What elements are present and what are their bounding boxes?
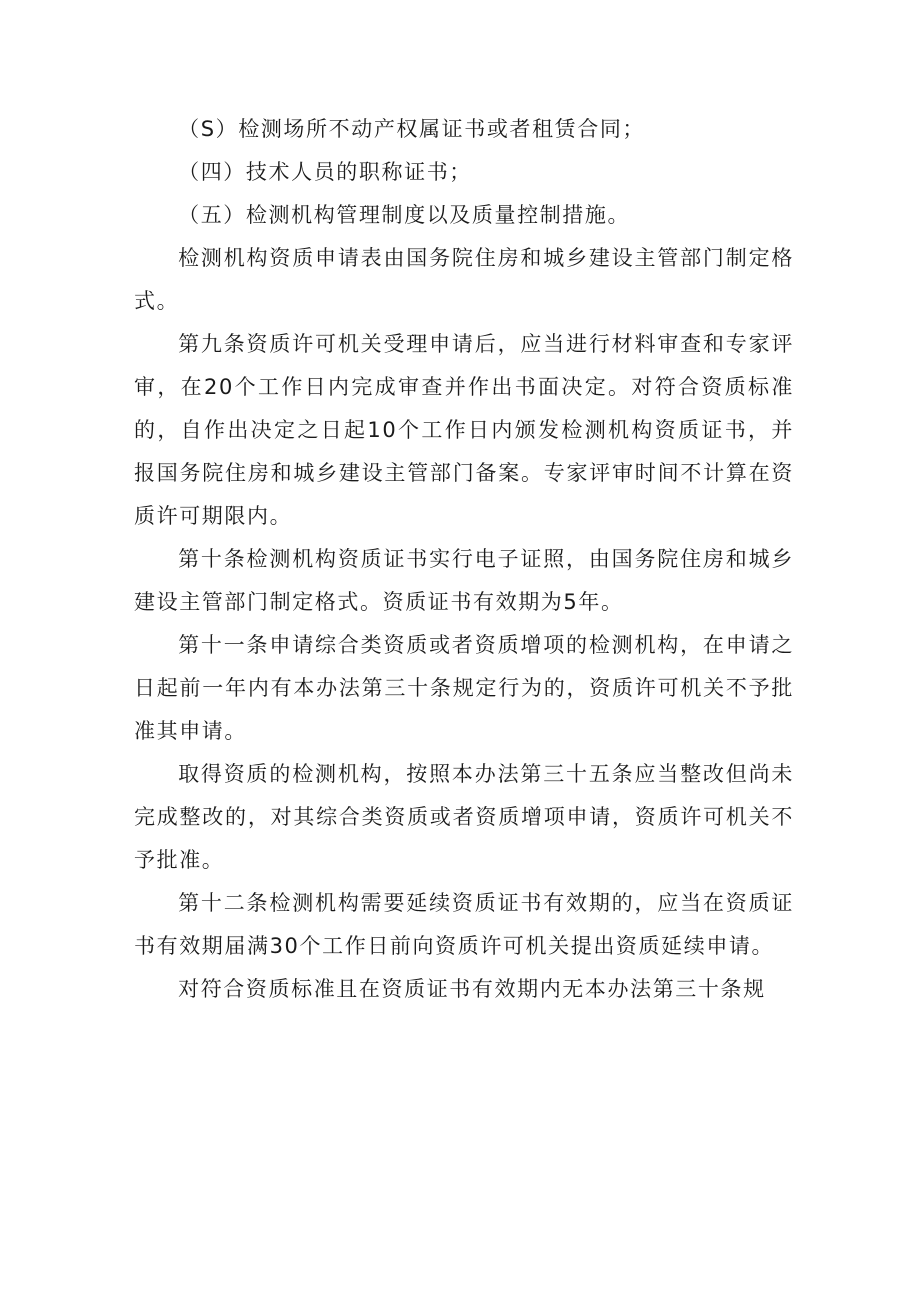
- paragraph-renewal-standard: 对符合资质标准且在资质证书有效期内无本办法第三十条规: [178, 977, 766, 1001]
- paragraph-article-12: 第十二条检测机构需要延续资质证书有效期的，应当在资质证书有效期届满30个工作日前向资质许可机关提出资质延续申请。: [134, 891, 794, 958]
- paragraph-article-10: 第十条检测机构资质证书实行电子证照，由国务院住房和城乡建设主管部门制定格式。资质证书有效期为5年。: [134, 547, 794, 614]
- paragraph-item-5: （五）检测机构管理制度以及质量控制措施。: [178, 203, 631, 227]
- paragraph-item-4: （四）技术人员的职称证书；: [178, 160, 472, 184]
- paragraph-item-s: （S）检测场所不动产权属证书或者租赁合同；: [178, 117, 646, 141]
- paragraph-article-9: 第九条资质许可机关受理申请后，应当进行材料审查和专家评审，在20个工作日内完成审查并作出书面决定。对符合资质标准的，自作出决定之日起10个工作日内颁发检测机构资质证书，并报国务院住房和城乡建设主管部门备案。专家评审时间不计算在资质许可期限内。: [134, 332, 794, 528]
- document-body: [134, 108, 794, 1011]
- paragraph-article-11: 第十一条申请综合类资质或者资质增项的检测机构，在申请之日起前一年内有本办法第三十条规定行为的，资质许可机关不予批准其申请。: [134, 633, 794, 743]
- paragraph-rectification: 取得资质的检测机构，按照本办法第三十五条应当整改但尚未完成整改的，对其综合类资质或者资质增项申请，资质许可机关不予批准。: [134, 762, 794, 872]
- paragraph-application-form: 检测机构资质申请表由国务院住房和城乡建设主管部门制定格式。: [134, 246, 794, 313]
